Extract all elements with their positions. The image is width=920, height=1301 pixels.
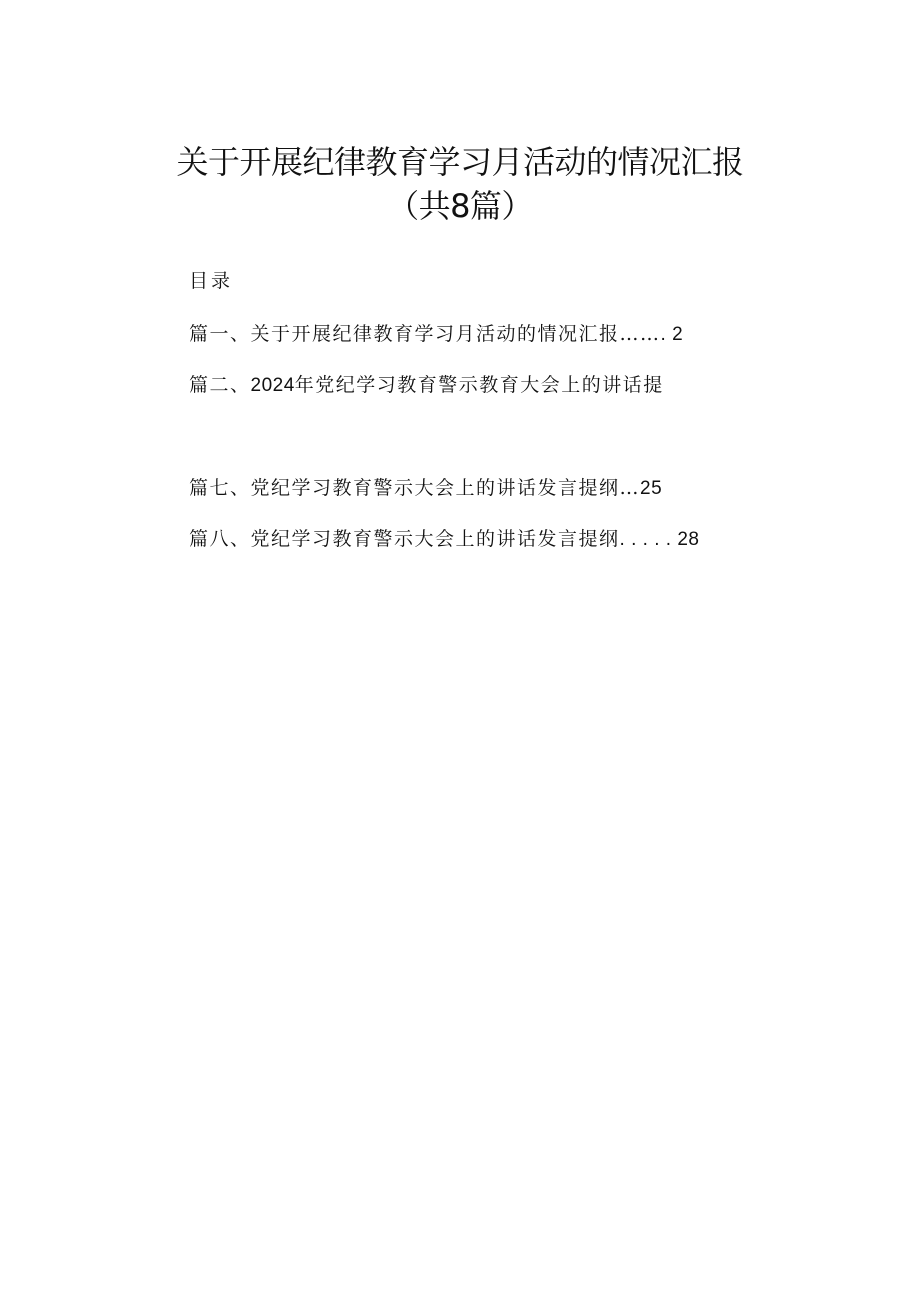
toc-entry-prefix: 篇七、 [189,477,251,499]
toc-entry-prefix: 篇二、 [189,374,251,396]
toc-entry-text: 党纪学习教育警示大会上的讲话发言提纲… [250,477,641,499]
toc-entry-text: 党纪学习教育警示大会上的讲话发言提纲 [250,528,620,550]
toc-entry-text: 关于开展纪律教育学习月活动的情况汇报…… [250,323,661,345]
toc-entry-prefix: 篇一、 [189,323,251,345]
toc-heading: 目录 [189,270,234,292]
toc-entry-page: . 2 [660,324,684,345]
toc-entry-7[interactable] [189,475,662,502]
toc-entry-page: 25 [640,478,663,499]
document-title: 关于开展纪律教育学习月活动的情况汇报 [176,143,744,181]
toc-entry-8[interactable] [189,526,699,553]
toc-entry-year: 2024 [250,375,295,396]
toc-entry-prefix: 篇八、 [189,528,251,550]
document-subtitle: （共8篇） [387,187,533,225]
toc-entry-1[interactable] [189,321,683,348]
toc-entry-text: 年党纪学习教育警示教育大会上的讲话提 [294,374,664,396]
toc-entry-page: . . . . . 28 [619,529,700,550]
toc-entry-2[interactable] [189,372,664,399]
